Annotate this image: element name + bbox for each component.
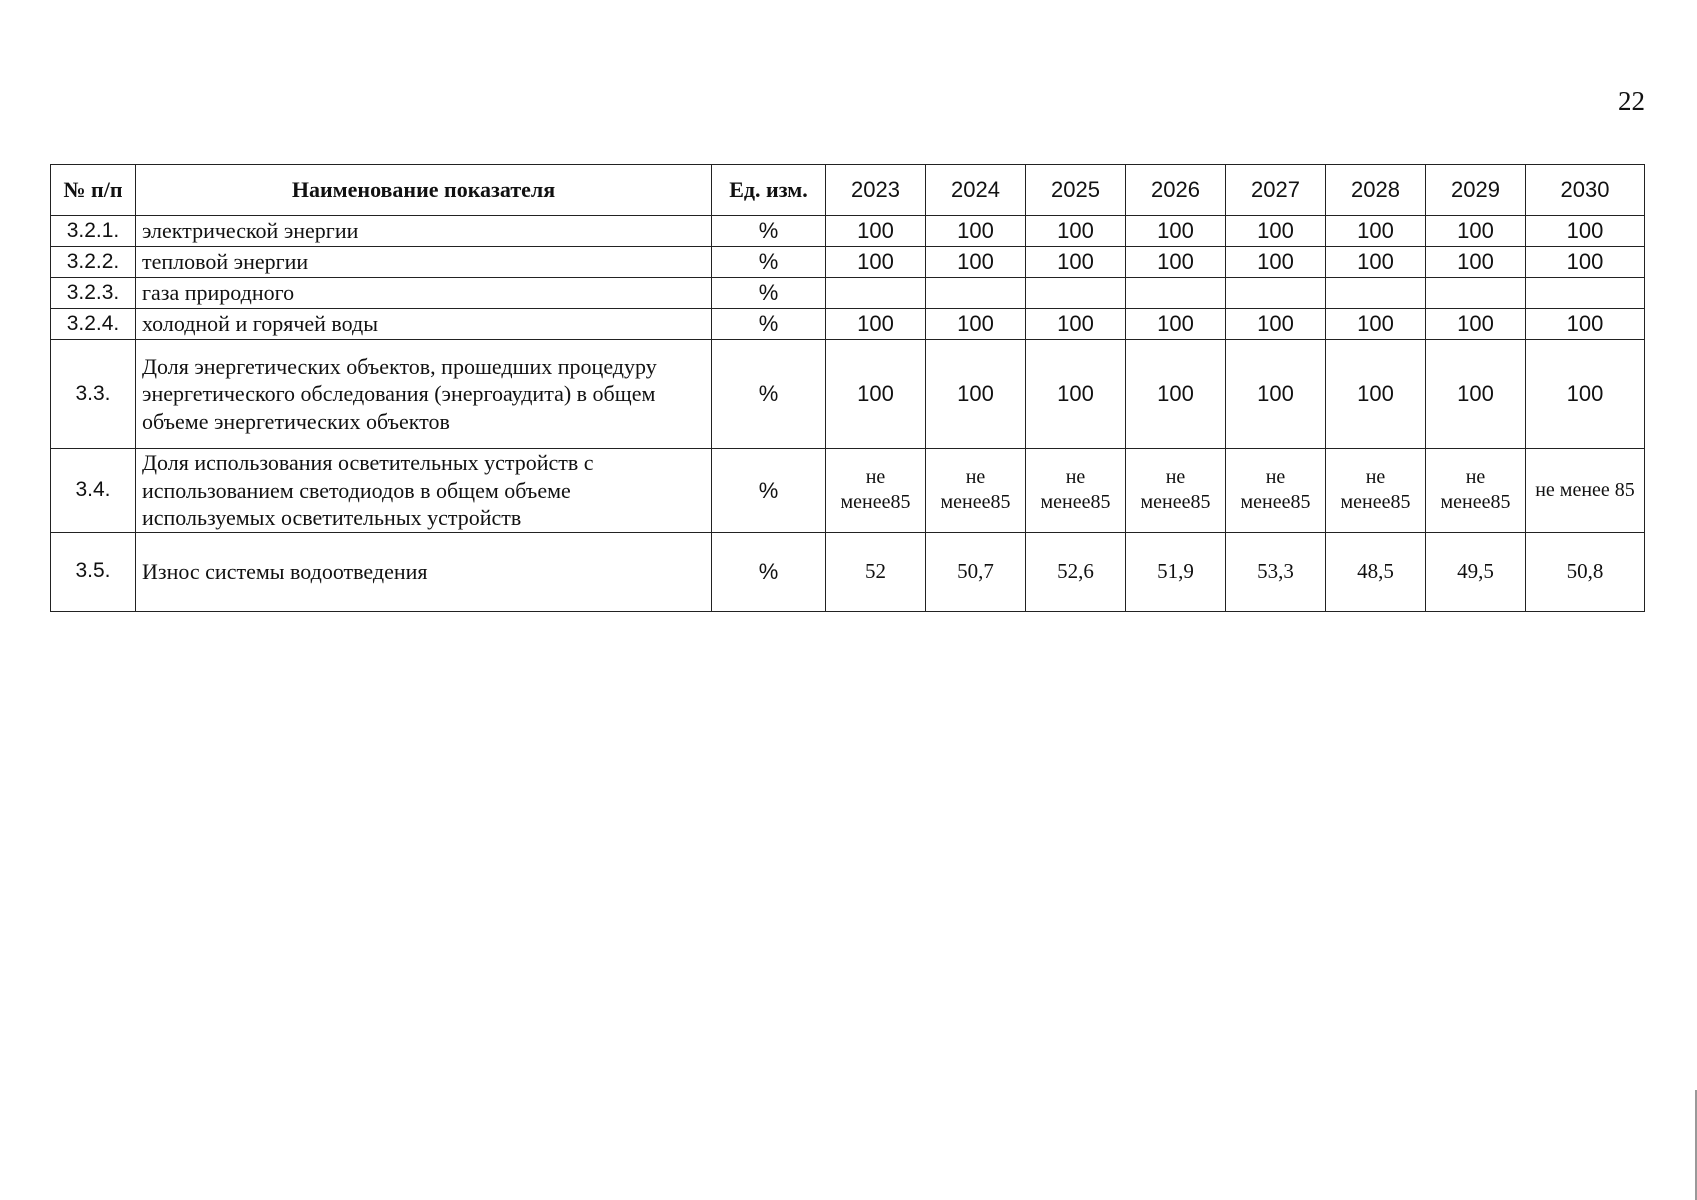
row-unit: % bbox=[712, 247, 826, 278]
value-cell: 100 bbox=[1126, 247, 1226, 278]
value-cell bbox=[1126, 278, 1226, 309]
row-number: 3.5. bbox=[51, 532, 136, 611]
value-cell: 49,5 bbox=[1426, 532, 1526, 611]
header-year: 2027 bbox=[1226, 165, 1326, 216]
value-cell: не менее85 bbox=[1026, 449, 1126, 533]
value-cell: 100 bbox=[826, 309, 926, 340]
value-cell: 48,5 bbox=[1326, 532, 1426, 611]
row-unit: % bbox=[712, 532, 826, 611]
header-year: 2023 bbox=[826, 165, 926, 216]
page-number: 22 bbox=[1618, 86, 1645, 116]
value-cell: 100 bbox=[926, 247, 1026, 278]
table-body bbox=[51, 216, 1645, 612]
value-cell: не менее85 bbox=[1226, 449, 1326, 533]
value-cell: 51,9 bbox=[1126, 532, 1226, 611]
value-cell bbox=[1326, 278, 1426, 309]
value-cell: 100 bbox=[1126, 216, 1226, 247]
value-cell: 53,3 bbox=[1226, 532, 1326, 611]
table-header bbox=[51, 165, 1645, 216]
row-unit: % bbox=[712, 278, 826, 309]
row-name: электрической энергии bbox=[136, 216, 712, 247]
header-row bbox=[51, 165, 1645, 216]
value-cell: 100 bbox=[1426, 340, 1526, 449]
row-name: Износ системы водоотведения bbox=[136, 532, 712, 611]
row-unit: % bbox=[712, 340, 826, 449]
header-num: № п/п bbox=[51, 165, 136, 216]
value-cell: 100 bbox=[1126, 340, 1226, 449]
header-year: 2024 bbox=[926, 165, 1026, 216]
value-cell: не менее85 bbox=[1326, 449, 1426, 533]
value-cell: 50,8 bbox=[1526, 532, 1645, 611]
value-cell: 100 bbox=[1226, 340, 1326, 449]
row-number: 3.2.3. bbox=[51, 278, 136, 309]
row-number: 3.2.2. bbox=[51, 247, 136, 278]
header-year: 2026 bbox=[1126, 165, 1226, 216]
row-name: тепловой энергии bbox=[136, 247, 712, 278]
table-row bbox=[51, 532, 1645, 611]
table-row bbox=[51, 216, 1645, 247]
value-cell bbox=[1026, 278, 1126, 309]
value-cell bbox=[1526, 278, 1645, 309]
value-cell: 100 bbox=[926, 216, 1026, 247]
value-cell: 100 bbox=[826, 247, 926, 278]
table-row bbox=[51, 449, 1645, 533]
value-cell: 100 bbox=[826, 340, 926, 449]
value-cell: 100 bbox=[1126, 309, 1226, 340]
row-number: 3.2.1. bbox=[51, 216, 136, 247]
row-number: 3.2.4. bbox=[51, 309, 136, 340]
table-row bbox=[51, 309, 1645, 340]
value-cell: 52,6 bbox=[1026, 532, 1126, 611]
value-cell: 100 bbox=[1226, 309, 1326, 340]
value-cell: 100 bbox=[1326, 309, 1426, 340]
table-row bbox=[51, 247, 1645, 278]
row-name: Доля использования осветительных устройств с использованием светодиодов в общем объеме используемых осветительных устройств bbox=[136, 449, 712, 533]
value-cell: 100 bbox=[926, 309, 1026, 340]
value-cell bbox=[826, 278, 926, 309]
value-cell: 100 bbox=[1426, 216, 1526, 247]
row-name: Доля энергетических объектов, прошедших процедуру энергетического обследования (энергоаудита) в общем объеме энергетических объектов bbox=[136, 340, 712, 449]
value-cell: 100 bbox=[1526, 309, 1645, 340]
value-cell: 50,7 bbox=[926, 532, 1026, 611]
row-name: холодной и горячей воды bbox=[136, 309, 712, 340]
value-cell: 100 bbox=[1226, 247, 1326, 278]
value-cell: не менее85 bbox=[1426, 449, 1526, 533]
value-cell: 100 bbox=[1526, 216, 1645, 247]
value-cell: 100 bbox=[1026, 216, 1126, 247]
value-cell bbox=[926, 278, 1026, 309]
value-cell: 100 bbox=[1026, 309, 1126, 340]
value-cell: 100 bbox=[1526, 340, 1645, 449]
row-unit: % bbox=[712, 449, 826, 533]
value-cell: 100 bbox=[1326, 216, 1426, 247]
header-unit: Ед. изм. bbox=[712, 165, 826, 216]
row-number: 3.4. bbox=[51, 449, 136, 533]
value-cell bbox=[1426, 278, 1526, 309]
row-unit: % bbox=[712, 216, 826, 247]
value-cell: 100 bbox=[826, 216, 926, 247]
row-name: газа природного bbox=[136, 278, 712, 309]
value-cell: 100 bbox=[926, 340, 1026, 449]
indicators-table bbox=[50, 164, 1645, 612]
header-year: 2028 bbox=[1326, 165, 1426, 216]
value-cell: не менее85 bbox=[826, 449, 926, 533]
value-cell: 100 bbox=[1426, 309, 1526, 340]
value-cell: 52 bbox=[826, 532, 926, 611]
header-year: 2030 bbox=[1526, 165, 1645, 216]
value-cell: 100 bbox=[1426, 247, 1526, 278]
value-cell: 100 bbox=[1226, 216, 1326, 247]
header-year: 2029 bbox=[1426, 165, 1526, 216]
table-row bbox=[51, 278, 1645, 309]
value-cell: 100 bbox=[1026, 340, 1126, 449]
value-cell: не менее85 bbox=[926, 449, 1026, 533]
header-name: Наименование показателя bbox=[136, 165, 712, 216]
value-cell: не менее 85 bbox=[1526, 449, 1645, 533]
value-cell: 100 bbox=[1326, 340, 1426, 449]
value-cell: не менее85 bbox=[1126, 449, 1226, 533]
value-cell: 100 bbox=[1526, 247, 1645, 278]
value-cell: 100 bbox=[1026, 247, 1126, 278]
value-cell: 100 bbox=[1326, 247, 1426, 278]
table-row bbox=[51, 340, 1645, 449]
row-unit: % bbox=[712, 309, 826, 340]
header-year: 2025 bbox=[1026, 165, 1126, 216]
value-cell bbox=[1226, 278, 1326, 309]
row-number: 3.3. bbox=[51, 340, 136, 449]
